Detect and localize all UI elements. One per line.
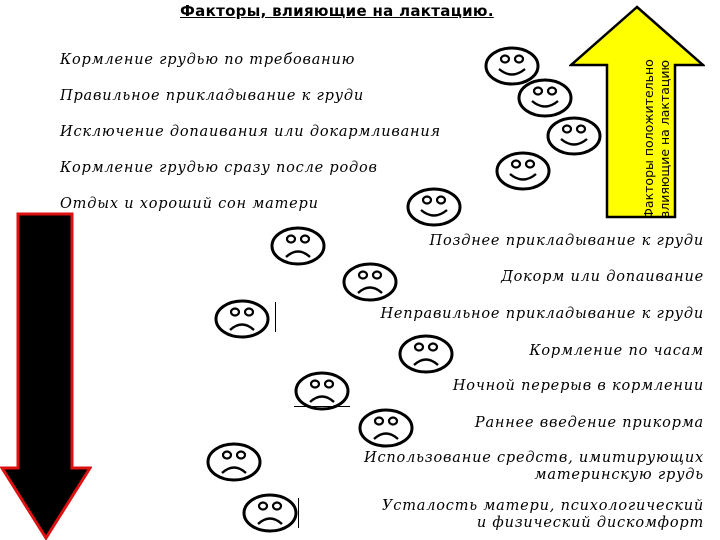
up-arrow-label-line2: влияющие на лактацию (657, 59, 672, 219)
down-arrow-icon (0, 210, 92, 540)
negative-factor-3: Неправильное прикладывание к груди (380, 306, 704, 322)
negative-factor-2: Докорм или допаивание (501, 269, 704, 285)
sad-face-icon (214, 299, 270, 339)
smiley-face-icon (546, 116, 602, 156)
sad-face-icon (358, 408, 414, 448)
smiley-face-icon (495, 151, 551, 191)
separator-line (298, 498, 299, 528)
negative-factor-5: Ночной перерыв в кормлении (452, 378, 704, 394)
negative-factor-1: Позднее прикладывание к груди (429, 233, 704, 249)
positive-factor-5: Отдых и хороший сон матери (60, 196, 319, 212)
up-arrow-label (607, 59, 707, 219)
positive-factor-1: Кормление грудью по требованию (60, 52, 356, 68)
negative-factor-4: Кормление по часам (529, 343, 704, 359)
negative-factor-8-cont: и физический дискомфорт (476, 515, 704, 531)
negative-factor-7-cont: материнскую грудь (534, 467, 704, 483)
negative-factor-6: Раннее введение прикорма (474, 415, 704, 431)
up-arrow-label-line1: Факторы положительно (641, 59, 656, 219)
smiley-face-icon (517, 78, 573, 118)
separator-line (275, 302, 276, 332)
sad-face-icon (206, 442, 262, 482)
sad-face-icon (342, 262, 398, 302)
positive-factor-2: Правильное прикладывание к груди (60, 88, 365, 104)
positive-factor-3: Исключение допаивания или докармливания (60, 124, 441, 140)
page-title: Факторы, влияющие на лактацию. (180, 2, 494, 20)
smiley-face-icon (406, 187, 462, 227)
sad-face-icon (398, 334, 454, 374)
negative-factor-7: Использование средств, имитирующих (364, 450, 704, 466)
separator-line (294, 406, 350, 407)
sad-face-icon (294, 371, 350, 411)
negative-factor-8: Усталость матери, психологический (382, 498, 704, 514)
sad-face-icon (242, 493, 298, 533)
sad-face-icon (270, 226, 326, 266)
positive-factor-4: Кормление грудью сразу после родов (60, 160, 378, 176)
